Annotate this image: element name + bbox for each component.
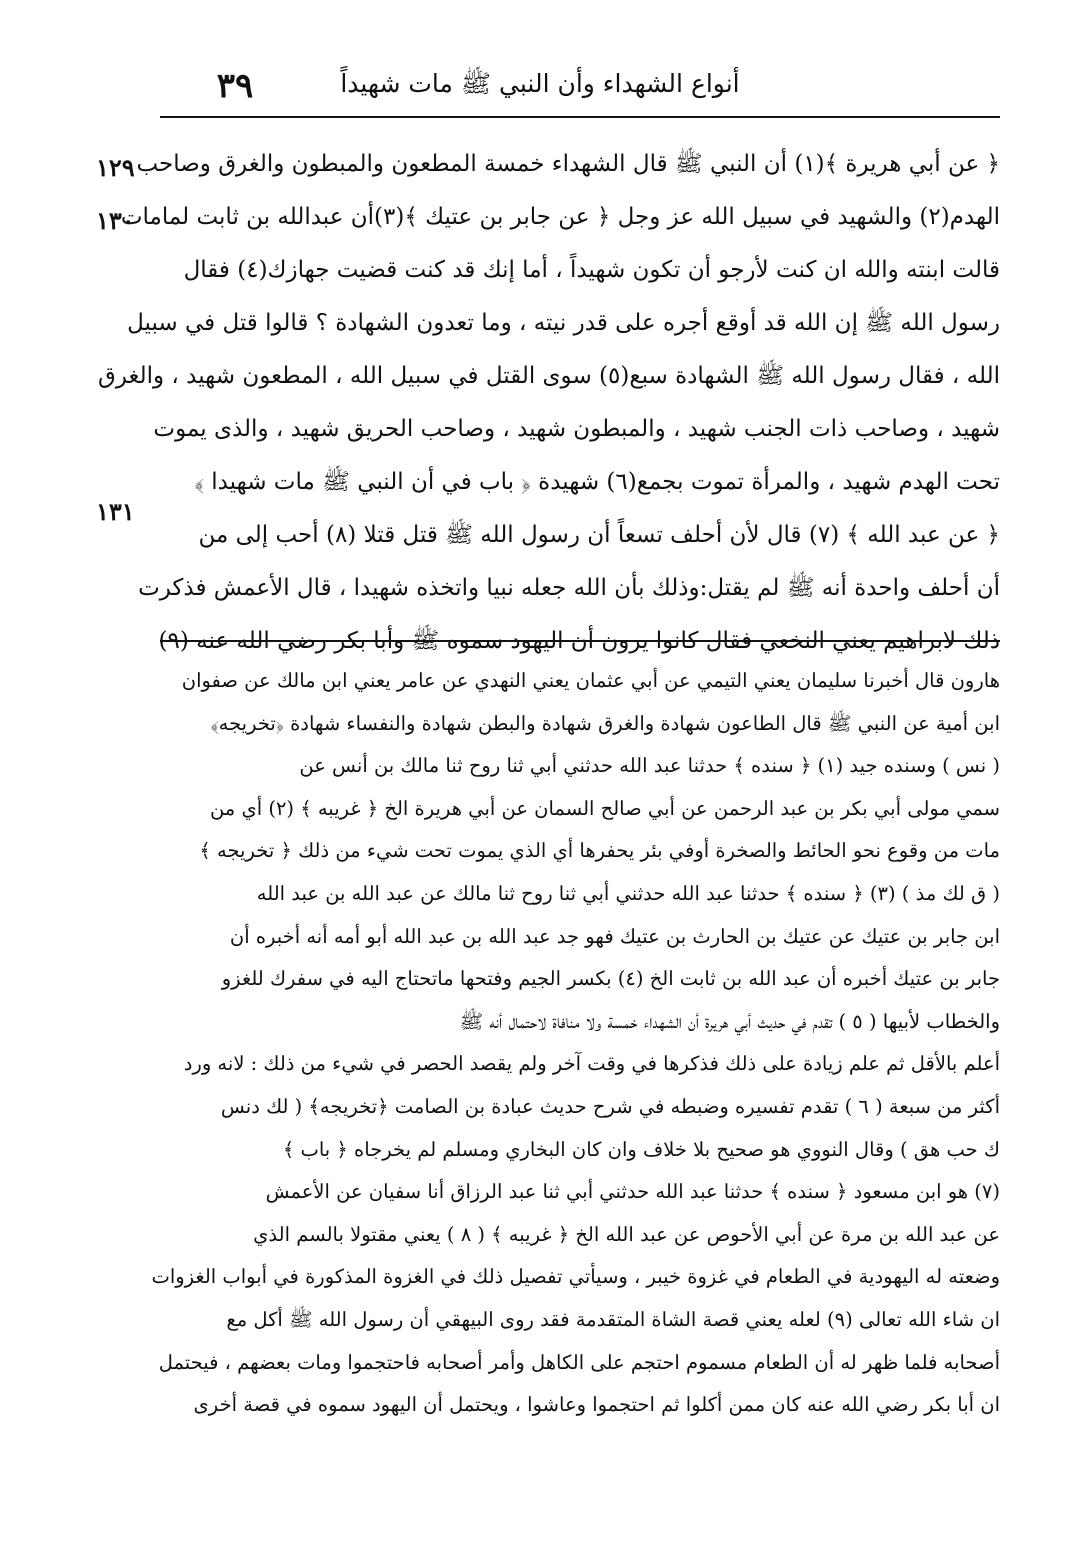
footnote-divider — [160, 640, 1000, 642]
footnote-line: ابن أمية عن النبي ﷺ قال الطاعون شهادة والغرق شهادة والبطن شهادة والنفساء شهادة ﴿تخريجه﴾ — [210, 711, 1000, 735]
main-text-line: الله ، فقال رسول الله ﷺ الشهادة سبع(٥) سوى القتل في سبيل الله ، المطعون شهيد ، والغرق — [97, 363, 1000, 389]
main-text-line: ذلك لابراهيم يعني النخعي فقال كانوا يرون أن اليهود سموه ﷺ وأبا بكر رضي الله عنه (٩) — [158, 628, 1000, 654]
footnote-line: ( ق لك مذ ) (٣) ﴿ سنده ﴾ حدثنا عبد الله حدثني أبي ثنا روح ثنا مالك عن عبد الله بن عبد الله — [256, 881, 1000, 905]
main-text-line: تحت الهدم شهيد ، والمرأة تموت بجمع(٦) شهيدة ﴿ باب في أن النبي ﷺ مات شهيدا ﴾ — [194, 469, 1000, 495]
footnote-line: أكثر من سبعة ( ٦ ) تقدم تفسيره وضبطه في شرح حديث عبادة بن الصامت ﴿تخريجه﴾ ( لك دنس — [220, 1094, 1000, 1118]
footnote-line: ابن جابر بن عتيك عن عتيك بن الحارث بن عتيك فهو جد عبد الله بن عبد الله أبو أمه أنه أخبره أن — [229, 924, 1000, 948]
footnote-line: ( نس ) وسنده جيد (١) ﴿ سنده ﴾ حدثنا عبد الله حدثني أبي ثنا روح ثنا مالك بن أنس عن — [299, 754, 1000, 778]
footnote-line: ان شاء الله تعالى (٩) لعله يعني قصة الشاة المتقدمة فقد روى البيهقي أن رسول الله ﷺ أكل مع — [226, 1307, 1000, 1331]
footnote-line: أصحابه فلما ظهر له أن الطعام مسموم احتجم على الكاهل وأمر أصحابه فاحتجموا ومات بعضهم ، فيحتمل — [158, 1350, 1000, 1374]
footnote-line: هارون قال أخبرنا سليمان يعني التيمي عن أبي عثمان يعني النهدي عن عامر يعني ابن مالك عن صفوان — [181, 669, 1000, 692]
footnote-line: جابر بن عتيك أخبره أن عبد الله بن ثابت الخ (٤) بكسر الجيم وفتحها ماتحتاج اليه في سفرك للغزو — [221, 967, 1000, 991]
footnote-line: مات من وقوع نحو الحائط والصخرة أوفي بئر يحفرها أي الذي يموت تحت شيء من ذلك ﴿ تخريجه ﴾ — [199, 839, 1000, 863]
main-text-line: شهيد ، وصاحب ذات الجنب شهيد ، والمبطون شهيد ، وصاحب الحريق شهيد ، والذى يموت — [153, 416, 1000, 442]
footnotes-block — [151, 660, 1000, 1427]
main-text-line: أن أحلف واحدة أنه ﷺ لم يقتل:وذلك بأن الله جعله نبيا واتخذه شهيدا ، قال الأعمش فذكرت — [138, 575, 1000, 601]
header-divider — [160, 116, 1000, 118]
hadith-number: ١٢٩ — [96, 153, 135, 182]
footnote-line: عن عبد الله بن مرة عن أبي الأحوص عن عبد الله الخ ﴿ غريبه ﴾ ( ٨ ) يعني مقتولا بالسم الذي — [253, 1222, 1000, 1246]
footnote-line: وضعته له اليهودية في الطعام في غزوة خيبر ، وسيأتي تفصيل ذلك في الغزوة المذكورة في أبواب الغزوات — [151, 1265, 1000, 1289]
main-text-line: ﴿ عن أبي هريرة ﴾(١) أن النبي ﷺ قال الشهداء خمسة المطعون والمبطون والغرق وصاحب — [136, 151, 1000, 177]
main-text-line: قالت ابنته والله ان كنت لأرجو أن تكون شهيداً ، أما إنك قد كنت قضيت جهازك(٤) فقال — [183, 257, 1000, 283]
hadith-number: ١٣١ — [96, 497, 135, 526]
running-header-title: أنواع الشهداء وأن النبي ﷺ مات شهيداً — [340, 69, 740, 98]
main-text-line: الهدم(٢) والشهيد في سبيل الله عز وجل ﴿ عن جابر بن عتيك ﴾(٣)أن عبدالله بن ثابت لمامات — [120, 204, 1000, 230]
page-number: ٣٩ — [216, 66, 254, 106]
footnote-line: سمي مولى أبي بكر بن عبد الرحمن عن أبي صالح السمان عن أبي هريرة الخ ﴿ غريبه ﴾ (٢) أي من — [209, 796, 1000, 820]
footnote-line: والخطاب لأبيها ( ٥ ) تقدم في حديث أبي هريرة أن الشهداء خمسة ولا منافاة لاحتمال أنه ﷺ — [459, 1009, 1000, 1033]
footnote-line: ك حب هق ) وقال النووي هو صحيح بلا خلاف وان كان البخاري ومسلم لم يخرجاه ﴿ باب ﴾ — [282, 1137, 1000, 1161]
hadith-number: ١٣٠ — [96, 206, 135, 235]
footnote-line: أعلم بالأقل ثم علم زيادة على ذلك فذكرها في وقت آخر ولم يقصد الحصر في شيء من ذلك : لانه ورد — [183, 1052, 1000, 1076]
main-text-line: ﴿ عن عبد الله ﴾ (٧) قال لأن أحلف تسعاً أن رسول الله ﷺ قتل قتلا (٨) أحب إلى من — [198, 522, 1000, 548]
footnote-line: (٧) هو ابن مسعود ﴿ سنده ﴾ حدثنا عبد الله حدثني أبي ثنا عبد الرزاق أنا سفيان عن الأعمش — [265, 1180, 1000, 1204]
footnote-line: ان أبا بكر رضي الله عنه كان ممن أكلوا ثم احتجموا وعاشوا ، ويحتمل أن اليهود سموه في قصة أخرى — [193, 1393, 1000, 1417]
main-text-line: رسول الله ﷺ إن الله قد أوقع أجره على قدر نيته ، وما تعدون الشهادة ؟ قالوا قتل في سبيل — [127, 310, 1000, 336]
